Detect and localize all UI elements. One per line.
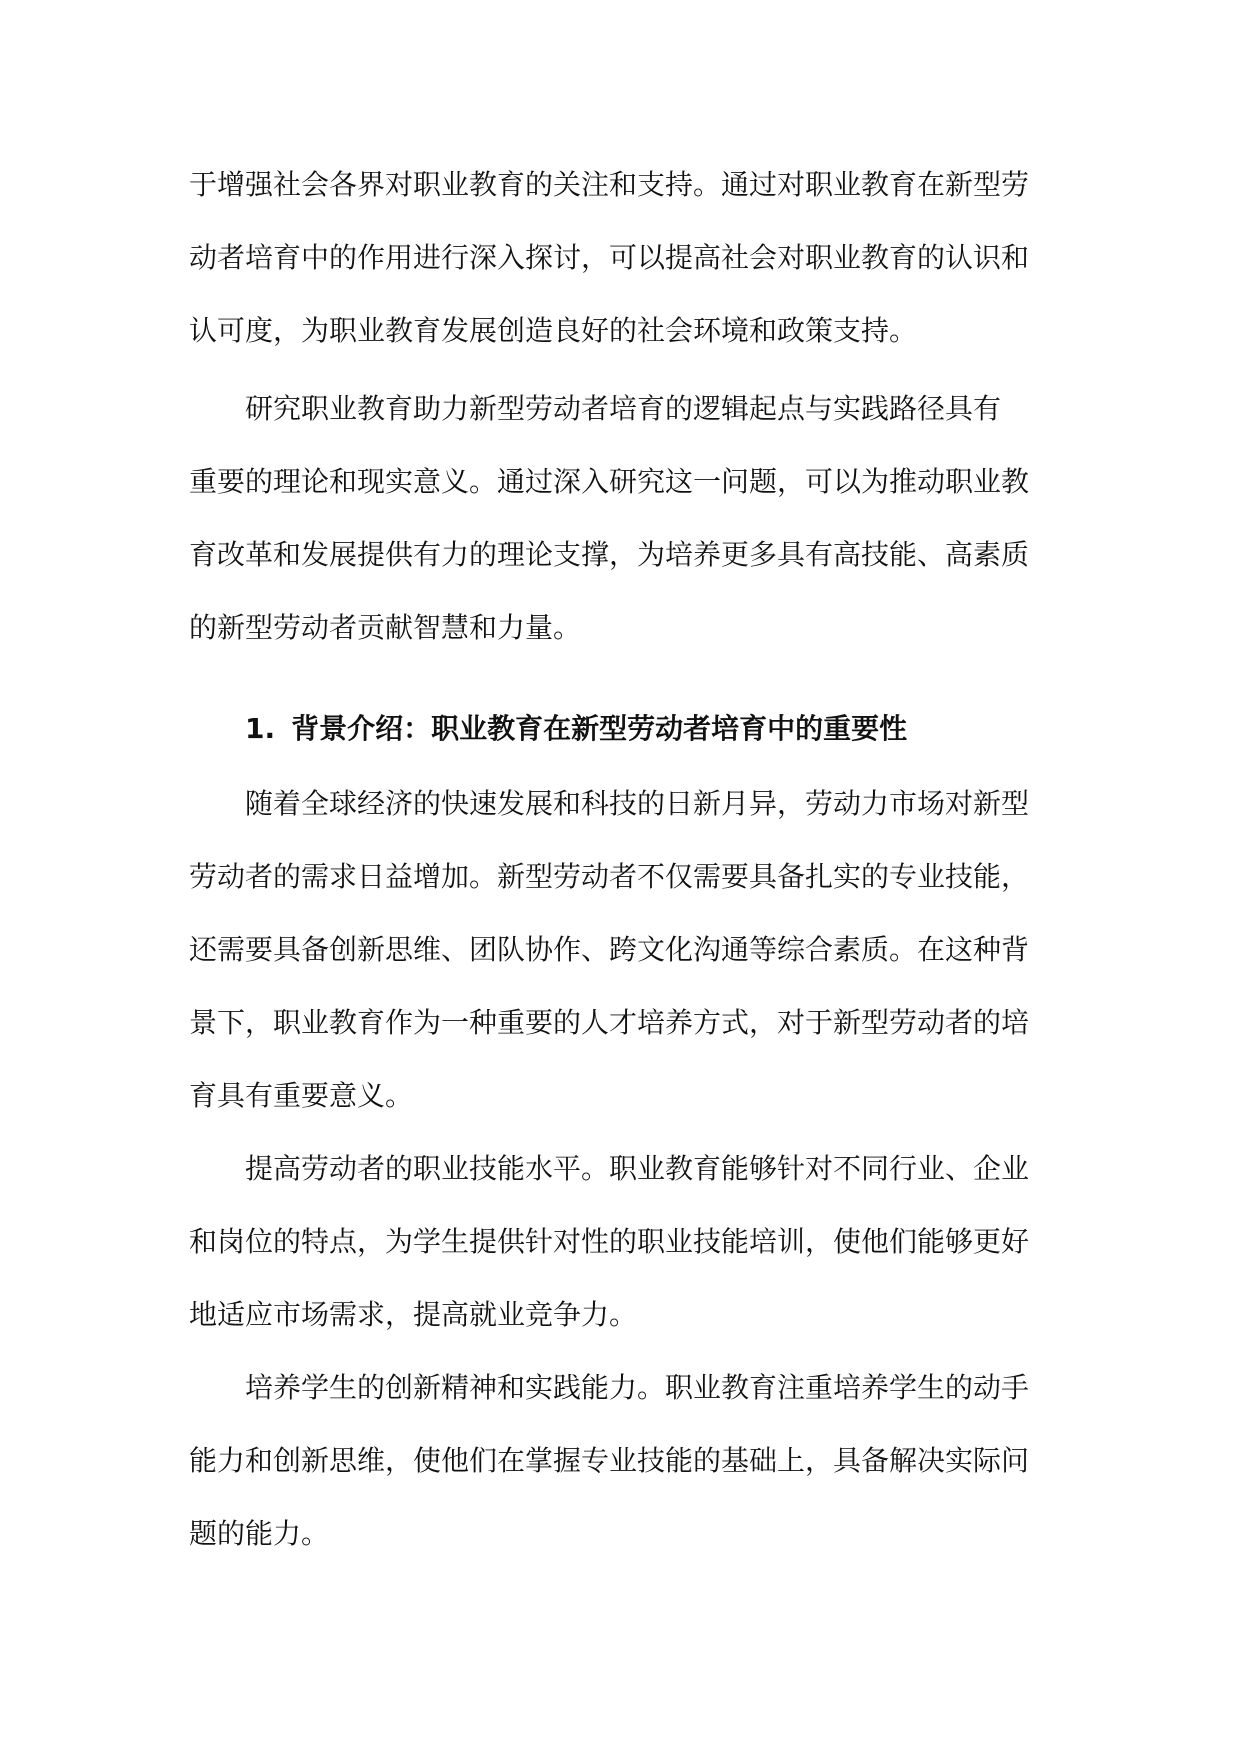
paragraph-line: 动者培育中的作用进行深入探讨，可以提高社会对职业教育的认识和	[189, 241, 1030, 274]
section-heading	[189, 692, 1051, 765]
paragraph-line: 重要的理论和现实意义。通过深入研究这一问题，可以为推动职业教	[189, 465, 1030, 498]
section-paragraph-2	[189, 1132, 1051, 1351]
paragraph-line: 能力和创新思维，使他们在掌握专业技能的基础上，具备解决实际问	[189, 1444, 1030, 1477]
paragraph-line: 培养学生的创新精神和实践能力。职业教育注重培养学生的动手	[245, 1371, 1030, 1404]
paragraph-line: 还需要具备创新思维、团队协作、跨文化沟通等综合素质。在这种背	[189, 933, 1030, 966]
paragraph-line: 育改革和发展提供有力的理论支撑，为培养更多具有高技能、高素质	[189, 538, 1030, 571]
paragraph-line: 劳动者的需求日益增加。新型劳动者不仅需要具备扎实的专业技能，	[189, 860, 1030, 893]
paragraph-line: 和岗位的特点，为学生提供针对性的职业技能培训，使他们能够更好	[189, 1225, 1030, 1258]
section-paragraph-1	[189, 767, 1051, 1132]
section-number: 1.	[245, 712, 276, 745]
paragraph-1	[189, 148, 1051, 367]
paragraph-line: 研究职业教育助力新型劳动者培育的逻辑起点与实践路径具有	[245, 392, 1002, 425]
paragraph-line: 育具有重要意义。	[189, 1079, 414, 1112]
paragraph-line: 题的能力。	[189, 1517, 330, 1550]
section-paragraph-3	[189, 1351, 1051, 1570]
paragraph-line: 的新型劳动者贡献智慧和力量。	[189, 611, 582, 644]
paragraph-line: 景下，职业教育作为一种重要的人才培养方式，对于新型劳动者的培	[189, 1006, 1030, 1039]
section-title: 背景介绍：职业教育在新型劳动者培育中的重要性	[291, 712, 908, 745]
paragraph-line: 随着全球经济的快速发展和科技的日新月异，劳动力市场对新型	[245, 787, 1030, 820]
paragraph-line: 认可度，为职业教育发展创造良好的社会环境和政策支持。	[189, 314, 918, 347]
paragraph-line: 地适应市场需求，提高就业竞争力。	[189, 1298, 638, 1331]
paragraph-line: 提高劳动者的职业技能水平。职业教育能够针对不同行业、企业	[245, 1152, 1030, 1185]
paragraph-line: 于增强社会各界对职业教育的关注和支持。通过对职业教育在新型劳	[189, 168, 1030, 201]
paragraph-2	[189, 372, 1051, 664]
document-body	[189, 148, 1051, 1570]
